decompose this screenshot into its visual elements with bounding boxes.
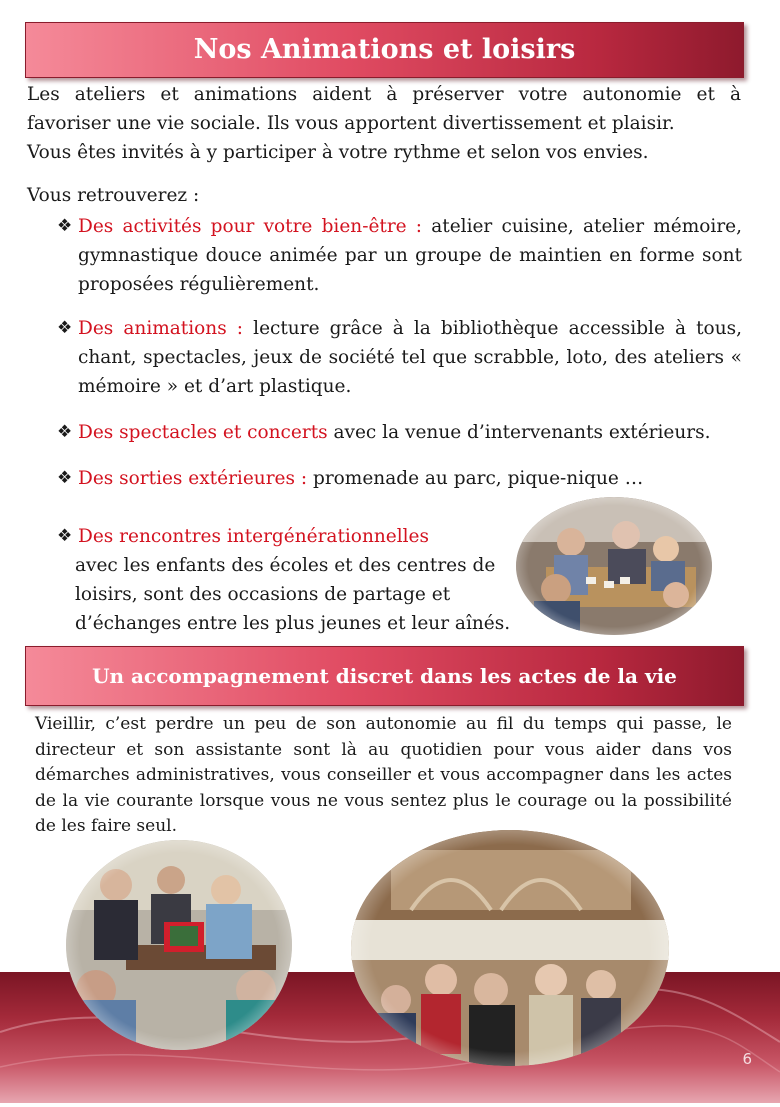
photo-audience-show xyxy=(351,830,669,1066)
list-item xyxy=(57,464,742,493)
item-text: atelier cuisine, atelier mémoire, gymnastique douce animée par un groupe de maintien en forme sont proposées régulièrement. xyxy=(78,216,742,295)
diamond-bullet-icon: ❖ xyxy=(57,468,73,488)
photo-intergenerational-game xyxy=(516,497,712,635)
list-item xyxy=(57,314,742,401)
list-intro: Vous retrouverez : xyxy=(27,185,200,206)
list-item xyxy=(57,522,527,638)
intro-line: Les ateliers et animations aident à préserver votre autonomie et à xyxy=(27,84,741,105)
item-highlight: Des rencontres intergénérationnelles xyxy=(78,526,430,547)
intro-line: favoriser une vie sociale. Ils vous apportent divertissement et plaisir. xyxy=(27,113,675,134)
section-title: Nos Animations et loisirs xyxy=(193,34,576,65)
page-number: 6 xyxy=(742,1050,752,1068)
item-highlight: Des sorties extérieures : xyxy=(78,468,308,489)
item-highlight: Des activités pour votre bien-être : xyxy=(78,216,423,237)
diamond-bullet-icon: ❖ xyxy=(57,216,73,236)
section-title-banner xyxy=(25,646,744,706)
photo-tablet-activity xyxy=(66,840,292,1050)
section-title: Un accompagnement discret dans les actes de la vie xyxy=(92,664,677,688)
section-title-banner xyxy=(25,22,744,78)
item-text: lecture grâce à la bibliothèque accessible à tous, chant, spectacles, jeux de société tel que scrabble, loto, des ateliers « mémoire » et d’art plastique. xyxy=(78,318,742,397)
photo-vignette xyxy=(66,840,292,1050)
item-text: promenade au parc, pique-nique … xyxy=(307,468,644,489)
body-paragraph: Vieillir, c’est perdre un peu de son autonomie au fil du temps qui passe, le directeur et son assistante sont là au quotidien pour vous aider dans vos démarches administratives, vous conseiller et vous accompagner dans les actes de la vie courante lorsque vous ne vous sentez plus le courage ou la possibilité de les faire seul. xyxy=(35,714,732,836)
item-text: avec la venue d’intervenants extérieurs. xyxy=(327,422,711,443)
item-text: avec les enfants des écoles et des centres de loisirs, sont des occasions de partage et d’échanges entre les plus jeunes et leur aînés. xyxy=(75,555,511,634)
diamond-bullet-icon: ❖ xyxy=(57,318,73,338)
item-highlight: Des animations : xyxy=(78,318,244,339)
intro-paragraph xyxy=(27,80,741,167)
photo-vignette xyxy=(351,830,669,1066)
item-highlight: Des spectacles et concerts xyxy=(78,422,328,443)
diamond-bullet-icon: ❖ xyxy=(57,526,73,546)
intro-line: Vous êtes invités à y participer à votre rythme et selon vos envies. xyxy=(27,142,649,163)
list-item xyxy=(57,212,742,299)
diamond-bullet-icon: ❖ xyxy=(57,422,73,442)
list-item xyxy=(57,418,742,447)
photo-vignette xyxy=(516,497,712,635)
